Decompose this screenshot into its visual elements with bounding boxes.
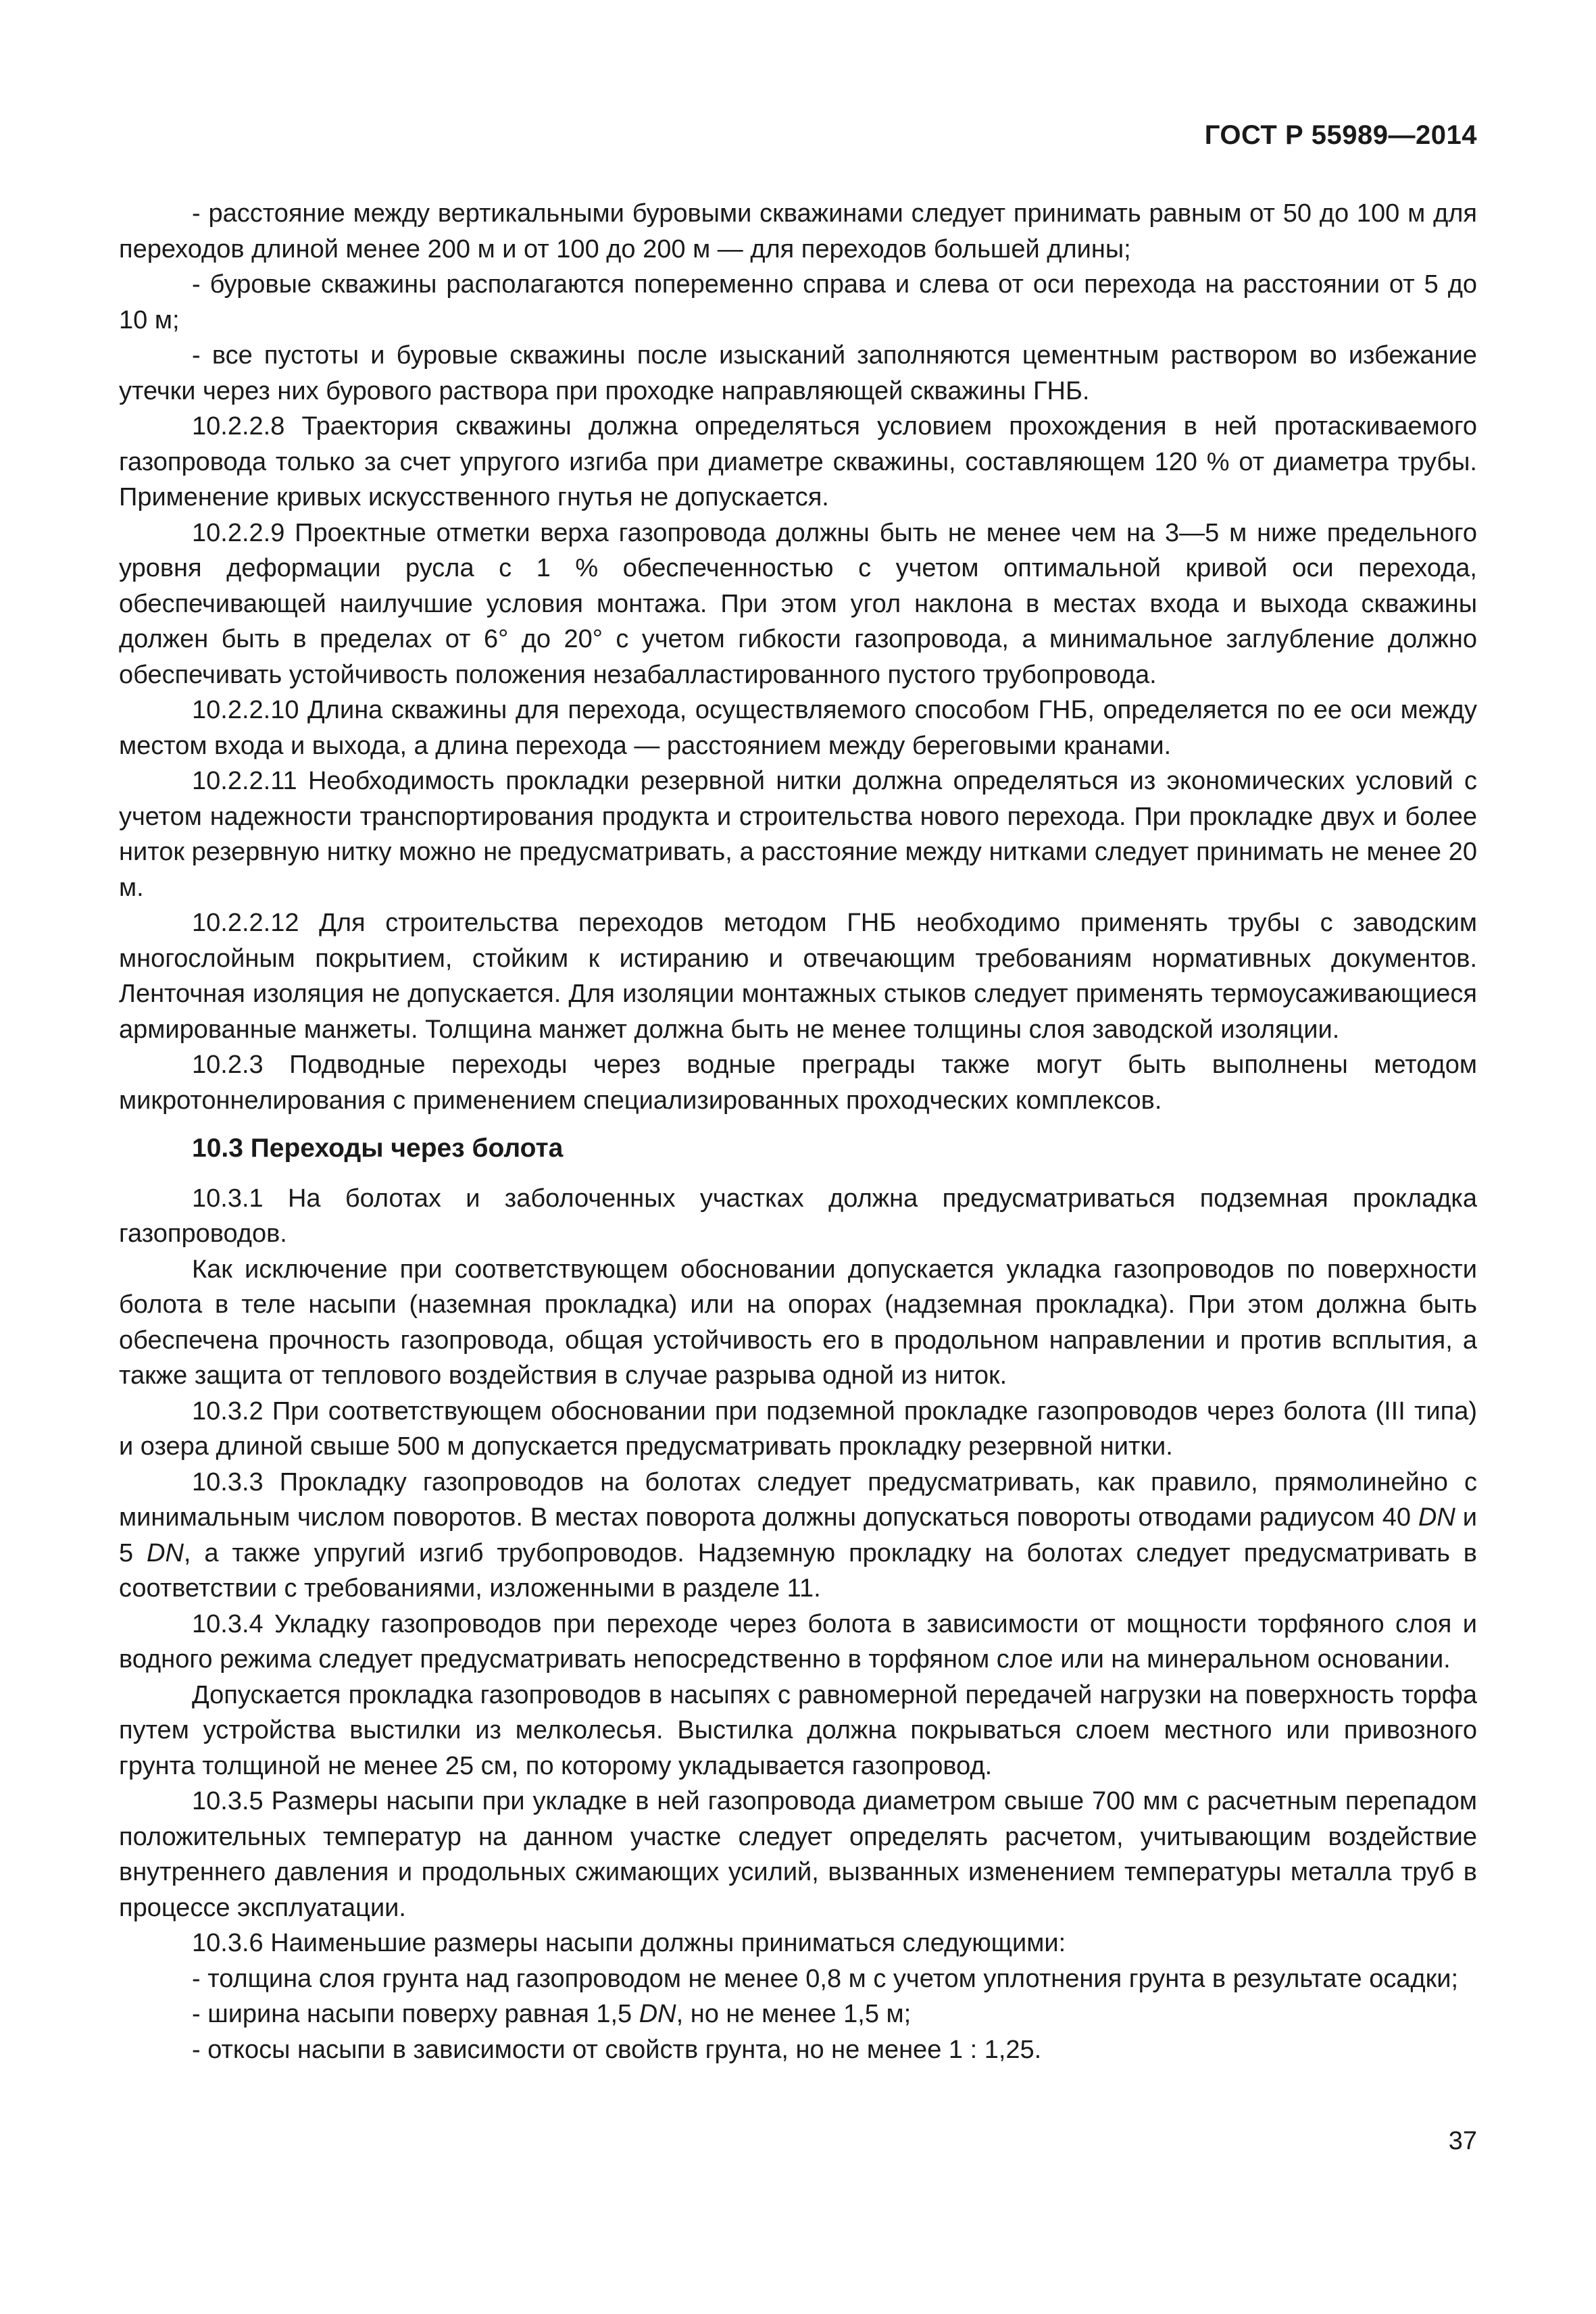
paragraph: 10.3.4 Укладку газопроводов при переходе через болота в зависимости от мощности торфяного слоя и водного режима следует предусматривать непосредственно в торфяном слое или на минеральном основании. (119, 1609, 1477, 1674)
paragraph: - все пустоты и буровые скважины после изысканий заполняются цементным раствором во избежание утечки через них бурового раствора при проходке направляющей скважины ГНБ. (119, 341, 1477, 405)
dn-notation: DN (639, 2000, 676, 2028)
paragraph: 10.2.2.11 Необходимость прокладки резервной нитки должна определяться из экономических условий с учетом надежности транспортирования продукта и строительства нового перехода. При прокладке двух и более ниток резервную нитку можно не предусматривать, а расстояние между нитками следует принимать не менее 20 м. (119, 767, 1477, 902)
paragraph: - расстояние между вертикальными буровыми скважинами следует принимать равным от 50 до 100 м для переходов длиной менее 200 м и от 100 до 200 м — для переходов большей длины; (119, 199, 1477, 263)
paragraph: 10.3.3 Прокладку газопроводов на болотах следует предусматривать, как правило, прямолинейно с минимальным числом поворотов. В местах поворота должны допускаться повороты отводами радиусом 40 DN и 5 DN, а также упругий изгиб трубопроводов. Надземную прокладку на болотах следует предусматривать в соответствии с требованиями, изложенными в разделе 11. (119, 1467, 1477, 1603)
paragraph: 10.2.2.10 Длина скважины для перехода, осуществляемого способом ГНБ, определяется по ее оси между местом входа и выхода, а длина перехода — расстоянием между береговыми кранами. (119, 696, 1477, 760)
paragraph: 10.3.1 На болотах и заболоченных участках должна предусматриваться подземная прокладка газопроводов. (119, 1184, 1477, 1248)
paragraph: 10.2.2.9 Проектные отметки верха газопровода должны быть не менее чем на 3—5 м ниже предельного уровня деформации русла с 1 % обеспеченностью с учетом оптимальной кривой оси перехода, обеспечивающей наилучшие условия монтажа. При этом угол наклона в местах входа и выхода скважины должен быть в пределах от 6° до 20° с учетом гибкости газопровода, а минимальное заглубление должно обеспечивать устойчивость положения незабалластированного пустого трубопровода. (119, 518, 1477, 689)
dn-notation: DN (147, 1538, 184, 1567)
paragraph: 10.2.2.8 Траектория скважины должна определяться условием прохождения в ней протаскиваемого газопровода только за счет упругого изгиба при диаметре скважины, составляющем 120 % от диаметра трубы. Применение кривых искусственного гнутья не допускается. (119, 412, 1477, 511)
paragraph: 10.3.2 При соответствующем обосновании при подземной прокладке газопроводов через болота (III типа) и озера длиной свыше 500 м допускается предусматривать прокладку резервной нитки. (119, 1397, 1477, 1461)
document-header: ГОСТ Р 55989—2014 (1204, 120, 1477, 150)
document-body (119, 196, 1477, 2067)
paragraph: 10.3.6 Наименьшие размеры насыпи должны приниматься следующими: (192, 1929, 1066, 1957)
paragraph: - буровые скважины располагаются попеременно справа и слева от оси перехода на расстоянии от 5 до 10 м; (119, 270, 1477, 334)
paragraph: Допускается прокладка газопроводов в насыпях с равномерной передачей нагрузки на поверхность торфа путем устройства выстилки из мелколесья. Выстилка должна покрываться слоем местного или привозного грунта толщиной не менее 25 см, по которому укладывается газопровод. (119, 1680, 1477, 1780)
page-number: 37 (1448, 2127, 1477, 2155)
dn-notation: DN (1418, 1503, 1455, 1532)
paragraph: 10.2.3 Подводные переходы через водные преграды также могут быть выполнены методом микротоннелирования с применением специализированных проходческих комплексов. (119, 1051, 1477, 1115)
paragraph: - откосы насыпи в зависимости от свойств грунта, но не менее 1 : 1,25. (192, 2035, 1042, 2064)
paragraph: 10.3.5 Размеры насыпи при укладке в ней газопровода диаметром свыше 700 мм с расчетным перепадом положительных температур на данном участке следует определять расчетом, учитывающим воздействие внутреннего давления и продольных сжимающих усилий, вызванных изменением температуры металла труб в процессе эксплуатации. (119, 1787, 1477, 1922)
paragraph: 10.2.2.12 Для строительства переходов методом ГНБ необходимо применять трубы с заводским многослойным покрытием, стойким к истиранию и отвечающим требованиям нормативных документов. Ленточная изоляция не допускается. Для изоляции монтажных стыков следует применять термоусаживающиеся армированные манжеты. Толщина манжет должна быть не менее толщины слоя заводской изоляции. (119, 909, 1477, 1044)
paragraph: - ширина насыпи поверху равная 1,5 DN, но не менее 1,5 м; (192, 2000, 912, 2028)
paragraph: Как исключение при соответствующем обосновании допускается укладка газопроводов по поверхности болота в теле насыпи (наземная прокладка) или на опорах (надземная прокладка). При этом должна быть обеспечена прочность газопровода, общая устойчивость его в продольном направлении и против всплытия, а также защита от теплового воздействия в случае разрыва одной из ниток. (119, 1255, 1477, 1390)
section-heading: 10.3 Переходы через болота (192, 1134, 564, 1163)
paragraph: - толщина слоя грунта над газопроводом не менее 0,8 м с учетом уплотнения грунта в результате осадки; (192, 1964, 1459, 1993)
